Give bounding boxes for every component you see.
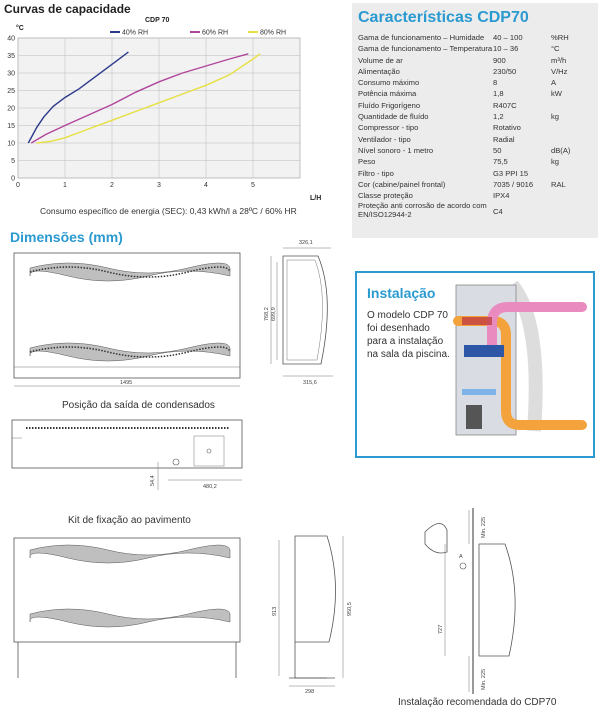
floor-depth-label: 298 — [305, 689, 315, 695]
min-bottom-label: Min. 225 — [481, 668, 487, 690]
spec-value: C4 — [493, 206, 503, 216]
spec-value: Rotativo — [493, 123, 521, 133]
characteristics-title: Características CDP70 — [358, 9, 529, 26]
installation-diagram — [452, 281, 592, 451]
spec-row — [358, 66, 594, 77]
floor-kit-side-drawing — [265, 526, 355, 696]
characteristics-panel — [352, 3, 598, 238]
spec-label: Alimentação — [358, 66, 400, 76]
x-unit-label: L/H — [310, 195, 322, 202]
x-tick-label: 5 — [251, 182, 255, 189]
installation-text: O modelo CDP 70 foi desenhado para a instalação na sala da piscina. — [367, 310, 450, 360]
y-tick-label: 30 — [7, 70, 15, 78]
height-inner-label: 699,9 — [271, 307, 277, 321]
spec-label: Ventilador - tipo — [358, 134, 411, 144]
floor-kit-caption: Kit de fixação ao pavimento — [68, 515, 191, 526]
spec-unit: m³/h — [551, 55, 567, 65]
spec-value: 230/50 — [493, 66, 517, 76]
spec-label: Fluído Frigorígeno — [358, 100, 421, 110]
legend-label: 80% RH — [260, 29, 287, 37]
spec-value: 7035 / 9016 — [493, 179, 534, 189]
spec-unit: kg — [551, 157, 560, 167]
y-tick-label: 25 — [7, 88, 15, 95]
spec-unit — [551, 190, 594, 201]
spec-unit: °C — [551, 44, 560, 54]
legend-label: 60% RH — [202, 29, 229, 37]
spec-label: Filtro - tipo — [358, 168, 394, 178]
y-tick-label: 35 — [7, 53, 15, 60]
chart-grid — [18, 38, 300, 178]
installation-title: Instalação — [367, 285, 436, 301]
top-depth-label: 326,1 — [299, 240, 313, 246]
y-unit-label: °C — [16, 25, 24, 32]
drain-height-label: 54,4 — [150, 475, 156, 486]
y-tick-label: 15 — [7, 123, 15, 130]
spec-row — [358, 32, 594, 43]
spec-row — [358, 179, 594, 190]
spec-value: 1,8 — [493, 89, 504, 99]
spec-value: Radial — [493, 134, 515, 144]
floor-height-a-label: 913 — [272, 606, 278, 616]
spec-value: R407C — [493, 100, 517, 110]
spec-value: 900 — [493, 55, 506, 65]
recommended-install-drawing — [415, 504, 525, 694]
spec-unit: %RH — [551, 33, 569, 42]
recommended-install-caption: Instalação recomendada do CDP70 — [398, 697, 557, 708]
spec-unit — [551, 100, 594, 111]
x-tick-label: 2 — [110, 182, 114, 189]
y-tick-label: 0 — [11, 175, 15, 183]
spec-unit — [551, 201, 594, 221]
min-top-label: Min. 225 — [481, 516, 487, 538]
spec-value: 8 — [493, 78, 498, 88]
spec-label: Consumo máximo — [358, 78, 420, 88]
front-width-label: 1495 — [120, 380, 133, 386]
dimensions-title: Dimensões (mm) — [10, 229, 123, 245]
spec-value: 40 – 100 — [493, 33, 523, 42]
spec-row — [358, 201, 594, 221]
spec-unit: A — [551, 78, 557, 88]
side-view-drawing — [253, 236, 348, 396]
spec-value: IPX4 — [493, 191, 510, 201]
y-tick-label: 40 — [7, 35, 15, 43]
spec-unit — [551, 122, 594, 133]
x-tick-label: 4 — [204, 182, 208, 189]
capacity-chart — [0, 14, 340, 206]
spec-unit: kW — [551, 89, 562, 99]
spec-unit — [551, 134, 594, 145]
x-tick-label: 3 — [157, 182, 161, 189]
spec-row — [358, 145, 594, 156]
spec-row — [358, 134, 594, 145]
drain-caption: Posição da saída de condensados — [62, 400, 215, 411]
spec-row — [358, 55, 594, 66]
spec-row — [358, 122, 594, 133]
front-view-drawing — [8, 246, 248, 396]
spec-label: Gama de funcionamento – Temperatura — [358, 44, 493, 54]
x-tick-label: 1 — [63, 182, 67, 189]
spec-unit: kg — [551, 112, 560, 122]
spec-value: 50 — [493, 145, 502, 155]
spec-row — [358, 168, 594, 179]
drain-offset-label: 480,2 — [203, 484, 217, 490]
spec-unit: dB(A) — [551, 145, 571, 155]
floor-height-b-label: 950,5 — [347, 602, 353, 616]
spec-value: G3 PPI 15 — [493, 168, 529, 178]
spec-label: Potência máxima — [358, 89, 417, 99]
spec-label: Nível sonoro - 1 metro — [358, 145, 434, 155]
spec-row — [358, 190, 594, 201]
spec-label: Compressor - tipo — [358, 123, 419, 133]
bottom-depth-label: 315,6 — [303, 380, 317, 386]
y-tick-label: 20 — [7, 105, 15, 113]
drain-view-drawing — [8, 414, 248, 494]
spec-value: 75,5 — [493, 157, 508, 167]
spec-value: 10 – 36 — [493, 44, 519, 54]
legend-label: 40% RH — [122, 29, 149, 37]
spec-unit: RAL — [551, 179, 566, 189]
chart-legend — [110, 30, 286, 37]
spec-row — [358, 156, 594, 167]
spec-label: Proteção anti corrosão de acordo com EN/ISO12944-2 — [358, 201, 487, 220]
spec-unit — [551, 168, 594, 179]
spec-label: Gama de funcionamento – Humidade — [358, 33, 485, 42]
wall-height-label: 727 — [438, 624, 444, 634]
spec-label: Peso — [358, 157, 376, 167]
spec-row — [358, 43, 594, 54]
spec-table — [358, 32, 594, 221]
chart-model-label: CDP 70 — [145, 17, 170, 24]
spec-row — [358, 88, 594, 99]
spec-row — [358, 111, 594, 122]
chart-title: Curvas de capacidade — [4, 2, 131, 16]
spec-unit: V/Hz — [551, 66, 568, 76]
x-tick-label: 0 — [16, 182, 20, 189]
floor-kit-front-drawing — [8, 530, 248, 680]
y-tick-label: 10 — [7, 140, 15, 148]
spec-row — [358, 100, 594, 111]
sec-note: Consumo específico de energia (SEC): 0,43 kWh/l a 28ºC / 60% HR — [40, 206, 297, 216]
height-outer-label: 768,2 — [264, 307, 270, 321]
spec-label: Volume de ar — [358, 55, 403, 65]
marker-a-label: A — [459, 554, 463, 560]
spec-label: Quantidade de fluído — [358, 112, 429, 122]
spec-row — [358, 77, 594, 88]
spec-value: 1,2 — [493, 112, 504, 122]
installation-box — [355, 271, 595, 458]
spec-label: Cor (cabine/painel frontal) — [358, 179, 446, 189]
y-tick-label: 5 — [11, 158, 15, 165]
spec-label: Classe proteção — [358, 191, 413, 201]
